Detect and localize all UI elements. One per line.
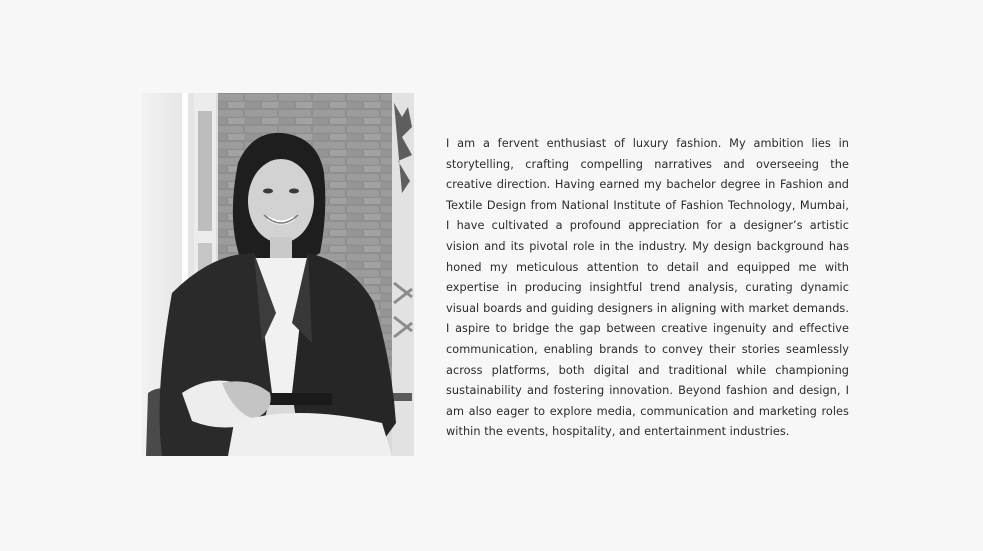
portrait-photo	[142, 93, 414, 456]
bio-paragraph: I am a fervent enthusiast of luxury fashion. My ambition lies in storytelling, crafting compelling narratives and overseeing the creative direction. Having earned my bachelor degree in Fashion and Textile Design from National Institute of Fashion Technology, Mumbai, I have cultivated a profound appreciation for a designer’s artistic vision and its pivotal role in the industry. My design background has honed my meticulous attention to detail and equipped me with expertise in producing insightful trend analysis, curating dynamic visual boards and guiding designers in aligning with market demands. I aspire to bridge the gap between creative ingenuity and effective communication, enabling brands to convey their stories seamlessly across platforms, both digital and traditional while championing sustainability and fostering innovation. Beyond fashion and design, I am also eager to explore media, communication and marketing roles within the events, hospitality, and entertainment industries.	[446, 137, 849, 439]
portrait-image	[142, 93, 414, 456]
